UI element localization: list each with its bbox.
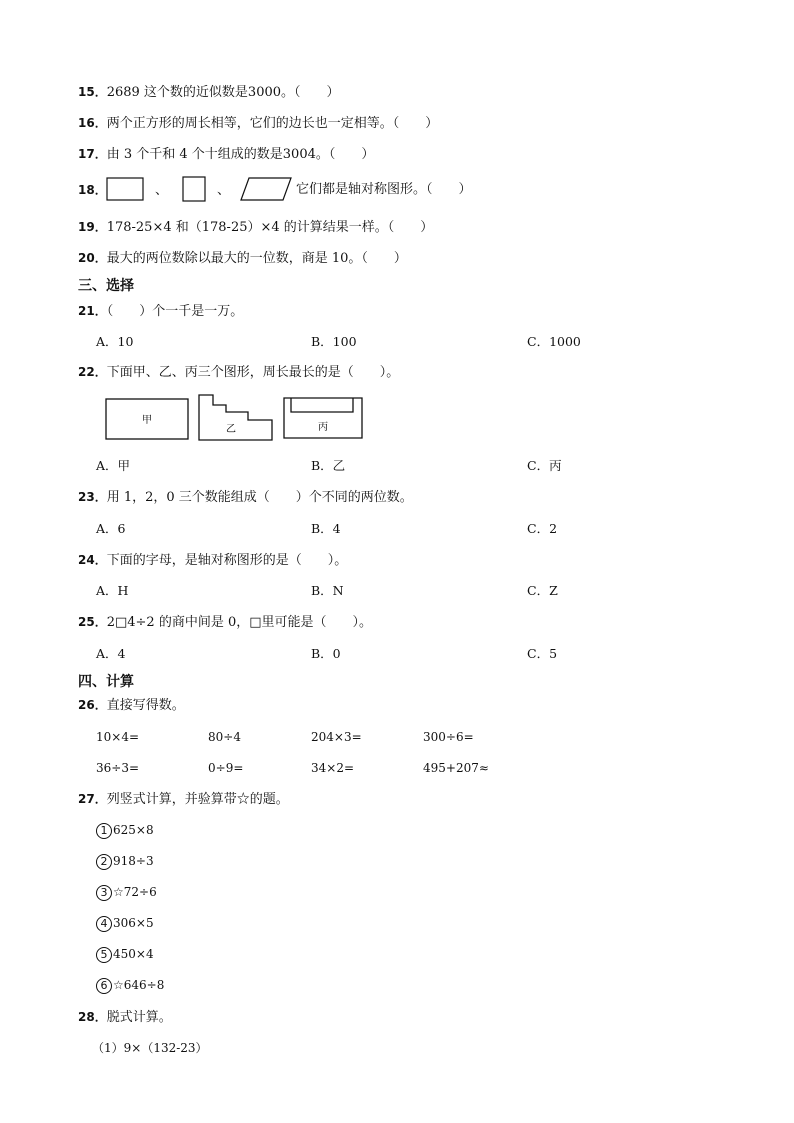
calc-item: 10×4=: [96, 730, 140, 744]
parallelogram-shape: [241, 178, 291, 200]
question-26: 26．直接写得数。: [78, 698, 185, 713]
square-shape: [183, 177, 205, 201]
calc-item: 495+207≈: [423, 761, 489, 775]
q21-option-a[interactable]: A．10: [96, 334, 134, 349]
circled-number-2: 2: [96, 854, 112, 870]
question-20: 20．最大的两位数除以最大的一位数，商是 10。（ ）: [78, 251, 407, 266]
question-27: 27．列竖式计算，并验算带☆的题。: [78, 792, 289, 807]
q22-option-c[interactable]: C．丙: [527, 458, 562, 473]
q23-option-b[interactable]: B．4: [311, 521, 341, 536]
question-21: 21．（ ）个一千是一万。: [78, 304, 244, 319]
q18-separator-1: 、: [155, 183, 169, 198]
circled-number-6: 6: [96, 978, 112, 994]
calc-item: 0÷9=: [208, 761, 244, 775]
section-4-heading: 四、计算: [78, 674, 134, 690]
calc-item: 204×3=: [311, 730, 362, 744]
q25-option-b[interactable]: B．0: [311, 646, 341, 661]
question-16-text: 两个正方形的周长相等，它们的边长也一定相等。（ ）: [106, 116, 439, 131]
calc-item: 34×2=: [311, 761, 355, 775]
calc-item: 36÷3=: [96, 761, 140, 775]
question-22-figures: [100, 392, 370, 444]
question-19-text: 178-25×4 和（178-25）×4 的计算结果一样。（ ）: [106, 220, 434, 235]
question-28-text: 脱式计算。: [106, 1010, 172, 1025]
q22-option-b[interactable]: B．乙: [311, 458, 346, 473]
vertical-calc-item: 2 918÷3: [96, 853, 154, 870]
question-26-text: 直接写得数。: [106, 698, 185, 713]
figure-yi-label: 乙: [226, 424, 236, 435]
circled-number-3: 3: [96, 885, 112, 901]
q21-option-c[interactable]: C．1000: [527, 334, 581, 349]
figure-jia-label: 甲: [142, 415, 152, 426]
question-17: 17．由 3 个千和 4 个十组成的数是3004。（ ）: [78, 147, 375, 162]
circled-number-5: 5: [96, 947, 112, 963]
vertical-calc-item: 5 450×4: [96, 946, 154, 963]
q24-option-c[interactable]: C．Z: [527, 583, 558, 598]
question-27-text: 列竖式计算，并验算带☆的题。: [106, 792, 289, 807]
calc-item: 80÷4: [208, 730, 241, 744]
q22-option-a[interactable]: A．甲: [96, 458, 131, 473]
question-18-text: 它们都是轴对称图形。（ ）: [296, 182, 472, 197]
section-3-heading: 三、选择: [78, 278, 134, 294]
q24-option-b[interactable]: B．N: [311, 583, 344, 598]
question-24-text: 下面的字母，是轴对称图形的是（ ）。: [106, 553, 348, 568]
question-25-text: 2□4÷2 的商中间是 0，□里可能是（ ）。: [106, 615, 373, 630]
question-23: 23．用 1，2，0 三个数能组成（ ）个不同的两位数。: [78, 490, 413, 505]
q24-option-a[interactable]: A．H: [96, 583, 129, 598]
question-23-text: 用 1，2，0 三个数能组成（ ）个不同的两位数。: [106, 490, 413, 505]
q18-separator-2: 、: [217, 183, 231, 198]
circled-number-4: 4: [96, 916, 112, 932]
question-24: 24．下面的字母，是轴对称图形的是（ ）。: [78, 553, 348, 568]
vertical-calc-item: 3 ☆72÷6: [96, 884, 157, 901]
question-18: 18．: [78, 183, 107, 197]
question-22: 22．下面甲、乙、丙三个图形，周长最长的是（ ）。: [78, 365, 400, 380]
question-20-text: 最大的两位数除以最大的一位数，商是 10。（ ）: [106, 251, 407, 266]
figure-bing-label: 丙: [318, 422, 328, 433]
q23-option-c[interactable]: C．2: [527, 521, 558, 536]
step-calc-item: （1）9×（132-23）: [92, 1041, 208, 1055]
question-25: 25．2□4÷2 的商中间是 0，□里可能是（ ）。: [78, 615, 373, 630]
question-17-text: 由 3 个千和 4 个十组成的数是3004。（ ）: [106, 147, 375, 162]
vertical-calc-item: 1 625×8: [96, 822, 154, 839]
question-15: 15．2689 这个数的近似数是3000。（ ）: [78, 85, 340, 100]
question-21-text: （ ）个一千是一万。: [106, 304, 244, 319]
q21-option-b[interactable]: B．100: [311, 334, 357, 349]
question-18-shapes: [105, 176, 305, 204]
circled-number-1: 1: [96, 823, 112, 839]
question-22-text: 下面甲、乙、丙三个图形，周长最长的是（ ）。: [106, 365, 400, 380]
question-15-text: 2689 这个数的近似数是3000。（ ）: [106, 85, 340, 100]
question-19: 19．178-25×4 和（178-25）×4 的计算结果一样。（ ）: [78, 220, 434, 235]
vertical-calc-item: 4 306×5: [96, 915, 154, 932]
rectangle-shape: [107, 178, 143, 200]
q25-option-c[interactable]: C．5: [527, 646, 558, 661]
question-16: 16．两个正方形的周长相等，它们的边长也一定相等。（ ）: [78, 116, 439, 131]
question-28: 28．脱式计算。: [78, 1010, 172, 1025]
calc-item: 300÷6=: [423, 730, 474, 744]
q25-option-a[interactable]: A．4: [96, 646, 126, 661]
vertical-calc-item: 6 ☆646÷8: [96, 977, 164, 994]
q23-option-a[interactable]: A．6: [96, 521, 126, 536]
